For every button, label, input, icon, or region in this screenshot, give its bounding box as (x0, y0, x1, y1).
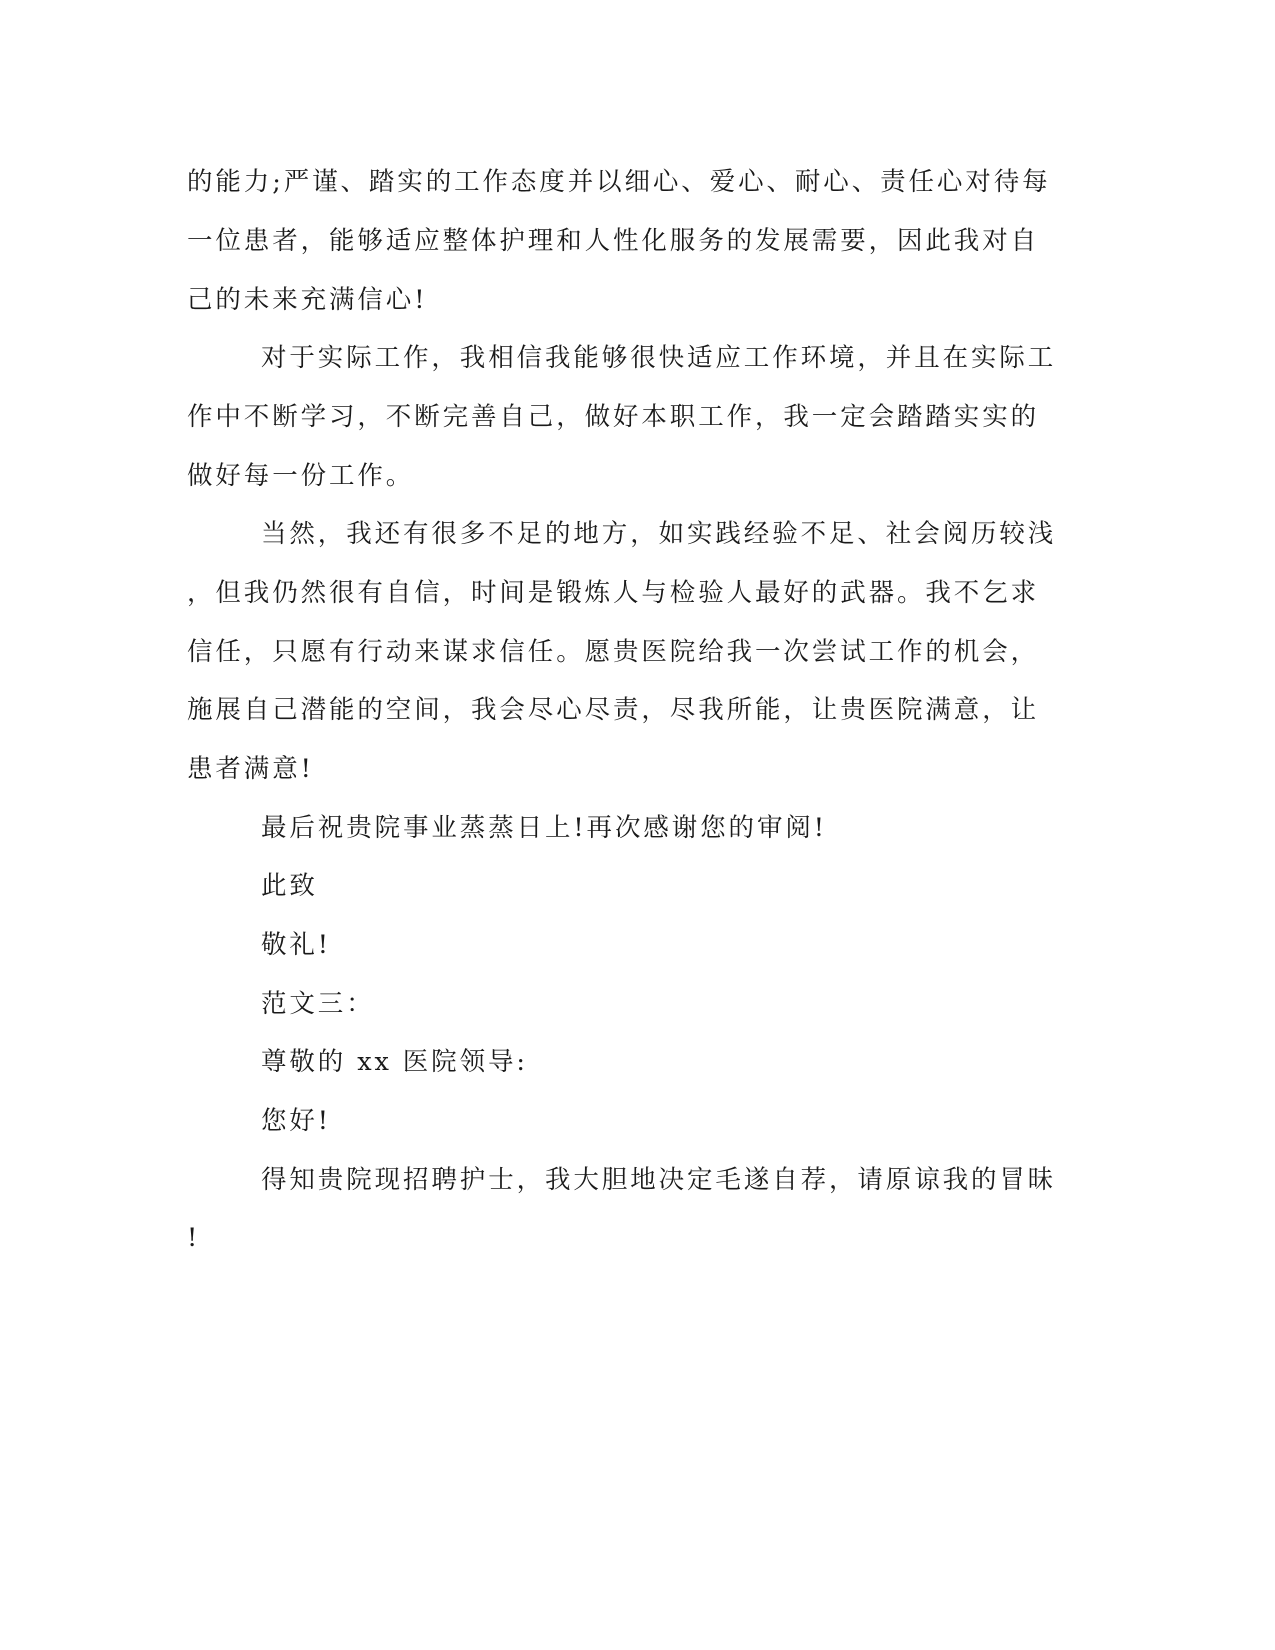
text-line: ，但我仍然很有自信，时间是锻炼人与检验人最好的武器。我不乞求 (187, 578, 1040, 608)
text-line: 的能力;严谨、踏实的工作态度并以细心、爱心、耐心、责任心对待每 (187, 167, 1051, 197)
text-line: 施展自己潜能的空间，我会尽心尽责，尽我所能，让贵医院满意，让 (187, 695, 1040, 725)
paragraph-start-line: 对于实际工作，我相信我能够很快适应工作环境，并且在实际工 (261, 343, 1057, 373)
text-line: 信任，只愿有行动来谋求信任。愿贵医院给我一次尝试工作的机会， (187, 637, 1040, 667)
section-heading: 范文三： (261, 989, 375, 1019)
paragraph-start-line: 得知贵院现招聘护士，我大胆地决定毛遂自荐，请原谅我的冒昧 (261, 1165, 1057, 1195)
text-line: 己的未来充满信心! (187, 285, 428, 315)
letter-greeting: 您好! (261, 1106, 331, 1136)
paragraph-start-line: 当然，我还有很多不足的地方，如实践经验不足、社会阅历较浅 (261, 519, 1057, 549)
letter-addressee: 尊敬的 xx 医院领导: (261, 1047, 528, 1077)
closing-wish: 最后祝贵院事业蒸蒸日上!再次感谢您的审阅! (261, 813, 827, 843)
salutation-jingli: 敬礼! (261, 930, 331, 960)
text-line: 一位患者，能够适应整体护理和人性化服务的发展需要，因此我对自 (187, 226, 1040, 256)
text-line: 作中不断学习，不断完善自己，做好本职工作，我一定会踏踏实实的 (187, 402, 1040, 432)
text-line: 患者满意! (187, 754, 314, 784)
text-line: 做好每一份工作。 (187, 461, 415, 491)
salutation-cizhi: 此致 (261, 871, 318, 901)
text-line: ! (187, 1223, 201, 1253)
